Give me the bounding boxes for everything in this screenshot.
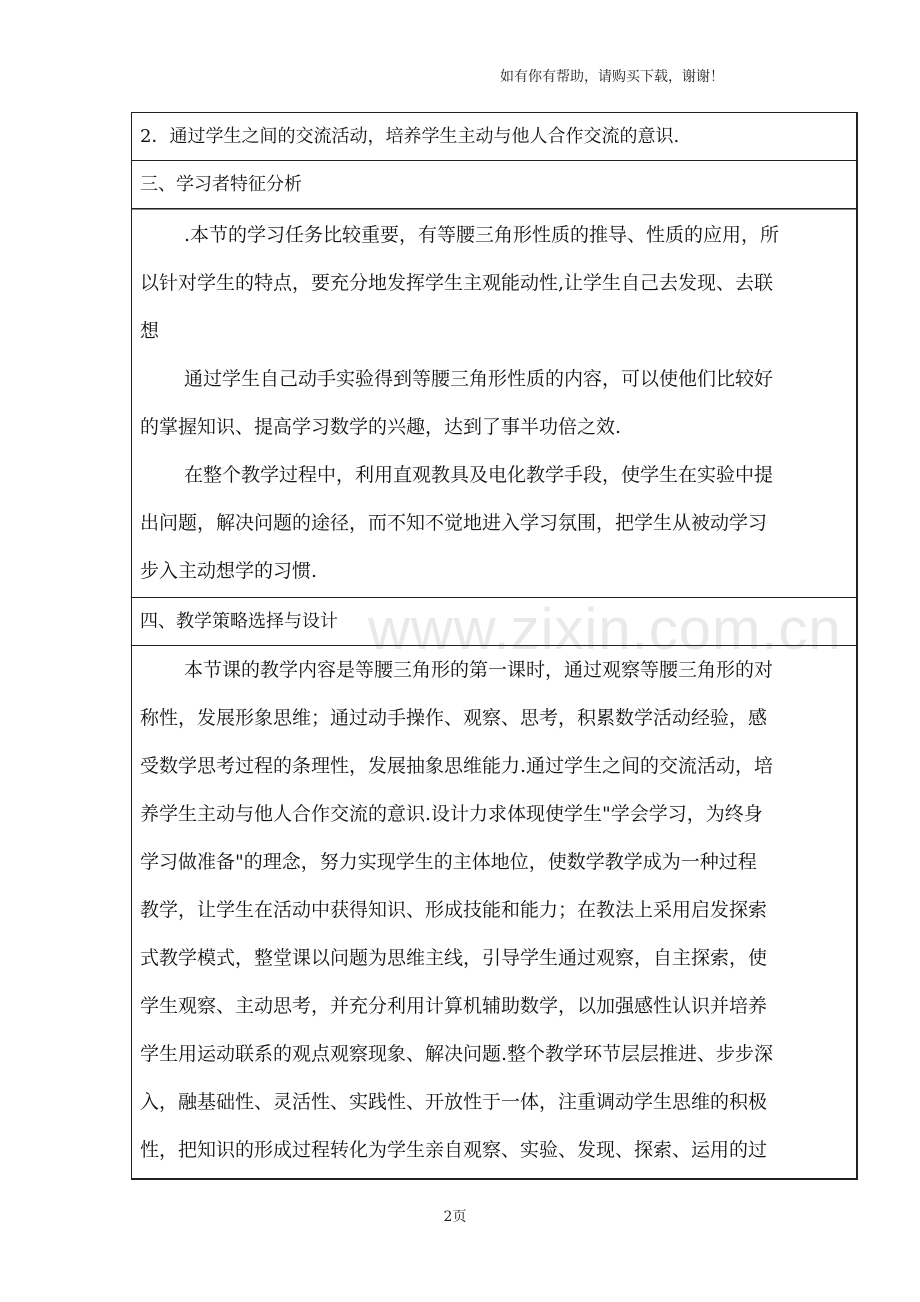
text-line: 入，融基础性、灵活性、实践性、开放性于一体，注重调动学生思维的积极 [140,1091,768,1113]
objective-text: 2．通过学生之间的交流活动，培养学生主动与他人合作交流的意识. [140,126,680,147]
header-note: 如有你有帮助，请购买下载，谢谢！ [500,69,724,85]
page-number: 2页 [443,1209,467,1225]
section-heading-strategy: 四、教学策略选择与设计 [140,611,338,632]
text-line: 以针对学生的特点，要充分地发挥学生主观能动性,让学生自己去发现、去联 [140,272,774,294]
text-line: 学习做准备"的理念，努力实现学生的主体地位，使数学教学成为一种过程 [140,851,757,873]
text-line: 式教学模式，整堂课以问题为思维主线，引导学生通过观察，自主探索，使 [140,947,768,969]
text-line: 出问题，解决问题的途径，而不知不觉地进入学习氛围，把学生从被动学习 [140,512,768,534]
table-row-objective [132,113,856,161]
table-row-strategy-body [132,646,856,1178]
text-line: 学生观察、主动思考，并充分利用计算机辅助数学，以加强感性认识并培养 [140,995,768,1017]
text-line: 步入主动想学的习惯. [140,560,318,582]
table-row-learner-body [132,209,856,598]
learner-analysis-text [132,211,856,595]
text-line: 本节课的教学内容是等腰三角形的第一课时，通过观察等腰三角形的对 [184,659,774,681]
text-line: 性，把知识的形成过程转化为学生亲自观察、实验、发现、探索、运用的过 [140,1139,768,1161]
table-row-strategy-heading [132,598,856,646]
watermark: www.zixin.com.cn [368,597,842,662]
table-row-learner-heading [132,161,856,209]
text-line: .本节的学习任务比较重要，有等腰三角形性质的推导、性质的应用，所 [184,224,780,246]
text-line: 称性，发展形象思维；通过动手操作、观察、思考，积累数学活动经验，感 [140,707,768,729]
text-line: 通过学生自己动手实验得到等腰三角形性质的内容，可以使他们比较好 [184,368,774,390]
text-line: 养学生主动与他人合作交流的意识.设计力求体现使学生"学会学习，为终身 [140,803,763,825]
section-heading-learner: 三、学习者特征分析 [140,174,302,195]
content-table [131,112,858,1180]
strategy-text [132,646,856,1174]
text-line: 的掌握知识、提高学习数学的兴趣，达到了事半功倍之效. [140,416,622,438]
text-line: 在整个教学过程中，利用直观教具及电化教学手段，使学生在实验中提 [184,464,774,486]
text-line: 受数学思考过程的条理性，发展抽象思维能力.通过学生之间的交流活动，培 [140,755,774,777]
text-line: 学生用运动联系的观点观察现象、解决问题.整个教学环节层层推进、步步深 [140,1043,774,1065]
text-line: 教学，让学生在活动中获得知识、形成技能和能力；在教法上采用启发探索 [140,899,768,921]
text-line: 想 [140,320,160,342]
